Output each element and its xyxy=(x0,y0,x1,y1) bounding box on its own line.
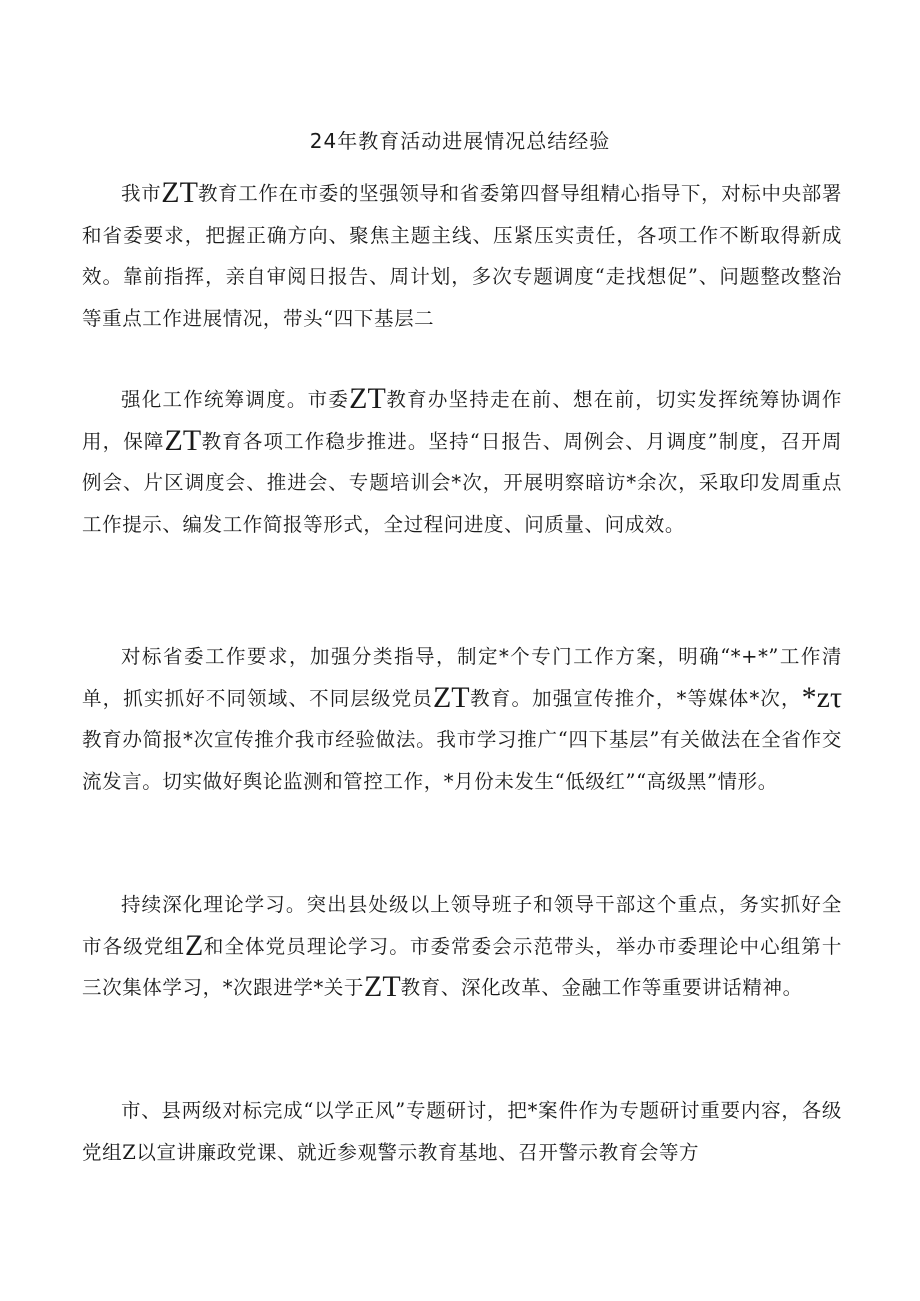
paragraph-text: 和全体党员理论学习。市委常委会示范带头，举办市委理论中心组第十三次集体学习，*次跟进学*关于 xyxy=(82,934,842,999)
zt-mark: Z xyxy=(185,928,204,962)
paragraph-1 xyxy=(82,173,842,339)
paragraph-text: 以宣讲廉政党课、就近参观警示教育基地、召开警示教育会等方 xyxy=(136,1140,700,1164)
paragraph-4 xyxy=(82,884,842,1009)
z-mark: Z xyxy=(122,1140,137,1164)
paragraph-text: 教育办坚持走在前、想在前，切实发挥统筹协调作用，保障 xyxy=(82,388,843,453)
paragraph-2 xyxy=(82,379,842,545)
zt-mark: ZT xyxy=(364,970,401,1003)
paragraph-text: 强化工作统筹调度。市委 xyxy=(121,388,350,411)
paragraph-text: 教育各项工作稳步推进。坚持“日报告、周例会、月调度”制度，召开周例会、片区调度会、推进会、专题培训会*次，开展明察暗访*余次，采取印发周重点工作提示、编发工作简报等形式，全过程问进度、问质量、问成效。 xyxy=(82,429,843,536)
paragraph-text: 教育。加强宣传推介，*等媒体*次， xyxy=(469,686,802,710)
paragraph-3 xyxy=(82,636,842,802)
document-title: 24年教育活动进展情况总结经验 xyxy=(309,129,611,153)
zt-mark: ZT xyxy=(164,423,202,457)
zt-mark: ZT xyxy=(161,176,198,209)
zt-mark: *zτ xyxy=(801,680,843,714)
paragraph-text: 教育、深化改革、金融工作等重要讲话精神。 xyxy=(400,976,803,999)
zt-mark: ZT xyxy=(432,680,470,714)
paragraph-text: 教育办简报*次宣传推介我市经验做法。我市学习推广“四下基层”有关做法在全省作交流发言。切实做好舆论监测和管控工作，*月份未发生“低级红”“高级黑”情形。 xyxy=(82,728,842,793)
paragraph-text: 我市 xyxy=(121,182,162,205)
paragraph-5 xyxy=(82,1090,842,1173)
zt-mark: ZT xyxy=(349,382,386,415)
paragraph-text: 持续深化理论学习。突出县处级以上领导班子和领导干部这个重点，务实抓好全市各级党组 xyxy=(82,893,842,958)
paragraph-text: 对标省委工作要求，加强分类指导，制定*个专门工作方案，明确“*+*”工作清单，抓实抓好不同领域、不同层级党员 xyxy=(82,645,842,710)
paragraph-text: 市、县两级对标完成“以学正风”专题研讨，把*案件作为专题研讨重要内容，各级党组 xyxy=(82,1099,842,1164)
paragraph-text: 教育工作在市委的坚强领导和省委第四督导组精心指导下，对标中央部署和省委要求，把握正确方向、聚焦主题主线、压紧压实责任，各项工作不断取得新成效。靠前指挥，亲自审阅日报告、周计划，多次专题调度“走找想促”、问题整改整治等重点工作进展情况，带头“四下基层二 xyxy=(82,182,843,330)
